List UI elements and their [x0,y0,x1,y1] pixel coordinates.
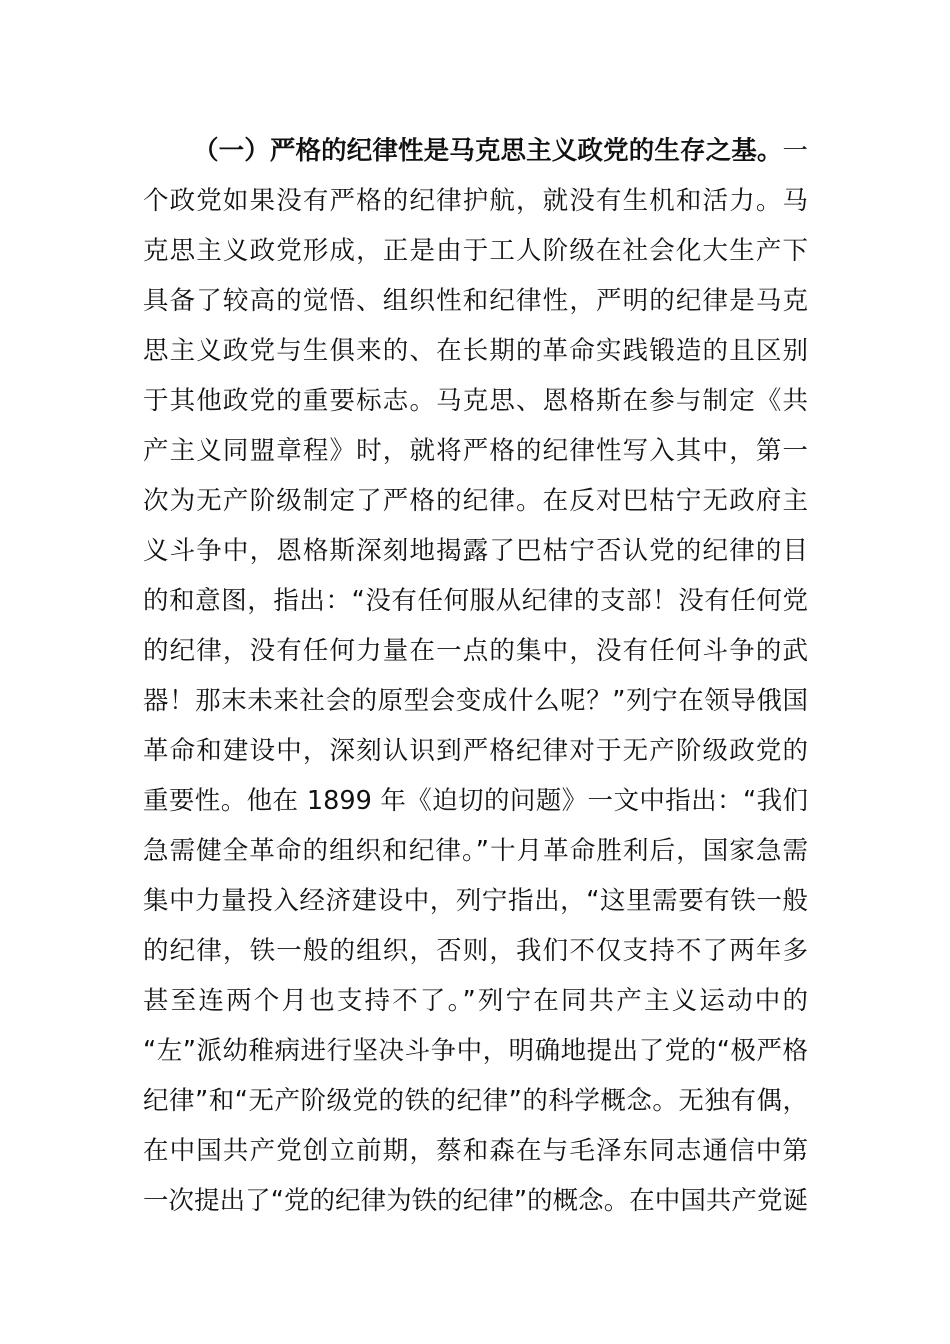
paragraph-line-10: 的和意图，指出：“没有任何服从纪律的支部！没有任何党 [143,586,808,616]
paragraph-line-14: 重要性。他在 1899 年《迫切的问题》一文中指出：“我们 [143,786,808,816]
paragraph-line-13: 革命和建设中，深刻认识到严格纪律对于无产阶级政党的 [143,736,808,766]
paragraph-line-20: 纪律”和“无产阶级党的铁的纪律”的科学概念。无独有偶， [143,1086,808,1116]
body-paragraph [143,126,808,1226]
paragraph-line-3: 克思主义政党形成，正是由于工人阶级在社会化大生产下 [143,236,808,266]
paragraph-line-8: 次为无产阶级制定了严格的纪律。在反对巴枯宁无政府主 [143,486,808,516]
paragraph-line-9: 义斗争中，恩格斯深刻地揭露了巴枯宁否认党的纪律的目 [143,536,808,566]
paragraph-line-7: 产主义同盟章程》时，就将严格的纪律性写入其中，第一 [143,436,808,466]
paragraph-line-16: 集中力量投入经济建设中，列宁指出，“这里需要有铁一般 [143,886,808,916]
paragraph-line-18: 甚至连两个月也支持不了。”列宁在同共产主义运动中的 [143,986,808,1016]
paragraph-line-17: 的纪律，铁一般的组织，否则，我们不仅支持不了两年多 [143,936,808,966]
paragraph-line-22: 一次提出了“党的纪律为铁的纪律”的概念。在中国共产党诞 [143,1186,808,1216]
paragraph-line-19: “左”派幼稚病进行坚决斗争中，明确地提出了党的“极严格 [143,1036,808,1066]
paragraph-text: 一 [782,136,808,166]
paragraph-line-6: 于其他政党的重要标志。马克思、恩格斯在参与制定《共 [143,386,808,416]
paragraph-line-2: 个政党如果没有严格的纪律护航，就没有生机和活力。马 [143,186,808,216]
paragraph-line-15: 急需健全革命的组织和纪律。”十月革命胜利后，国家急需 [143,836,808,866]
paragraph-line-4: 具备了较高的觉悟、组织性和纪律性，严明的纪律是马克 [143,286,808,316]
paragraph-line-11: 的纪律，没有任何力量在一点的集中，没有任何斗争的武 [143,636,808,666]
paragraph-line-1 [143,126,808,176]
paragraph-line-21: 在中国共产党创立前期，蔡和森在与毛泽东同志通信中第 [143,1136,808,1166]
paragraph-line-12: 器！那末未来社会的原型会变成什么呢？”列宁在领导俄国 [143,686,808,716]
paragraph-line-5: 思主义政党与生俱来的、在长期的革命实践锻造的且区别 [143,336,808,366]
section-heading: （一）严格的纪律性是马克思主义政党的生存之基。 [193,136,783,166]
